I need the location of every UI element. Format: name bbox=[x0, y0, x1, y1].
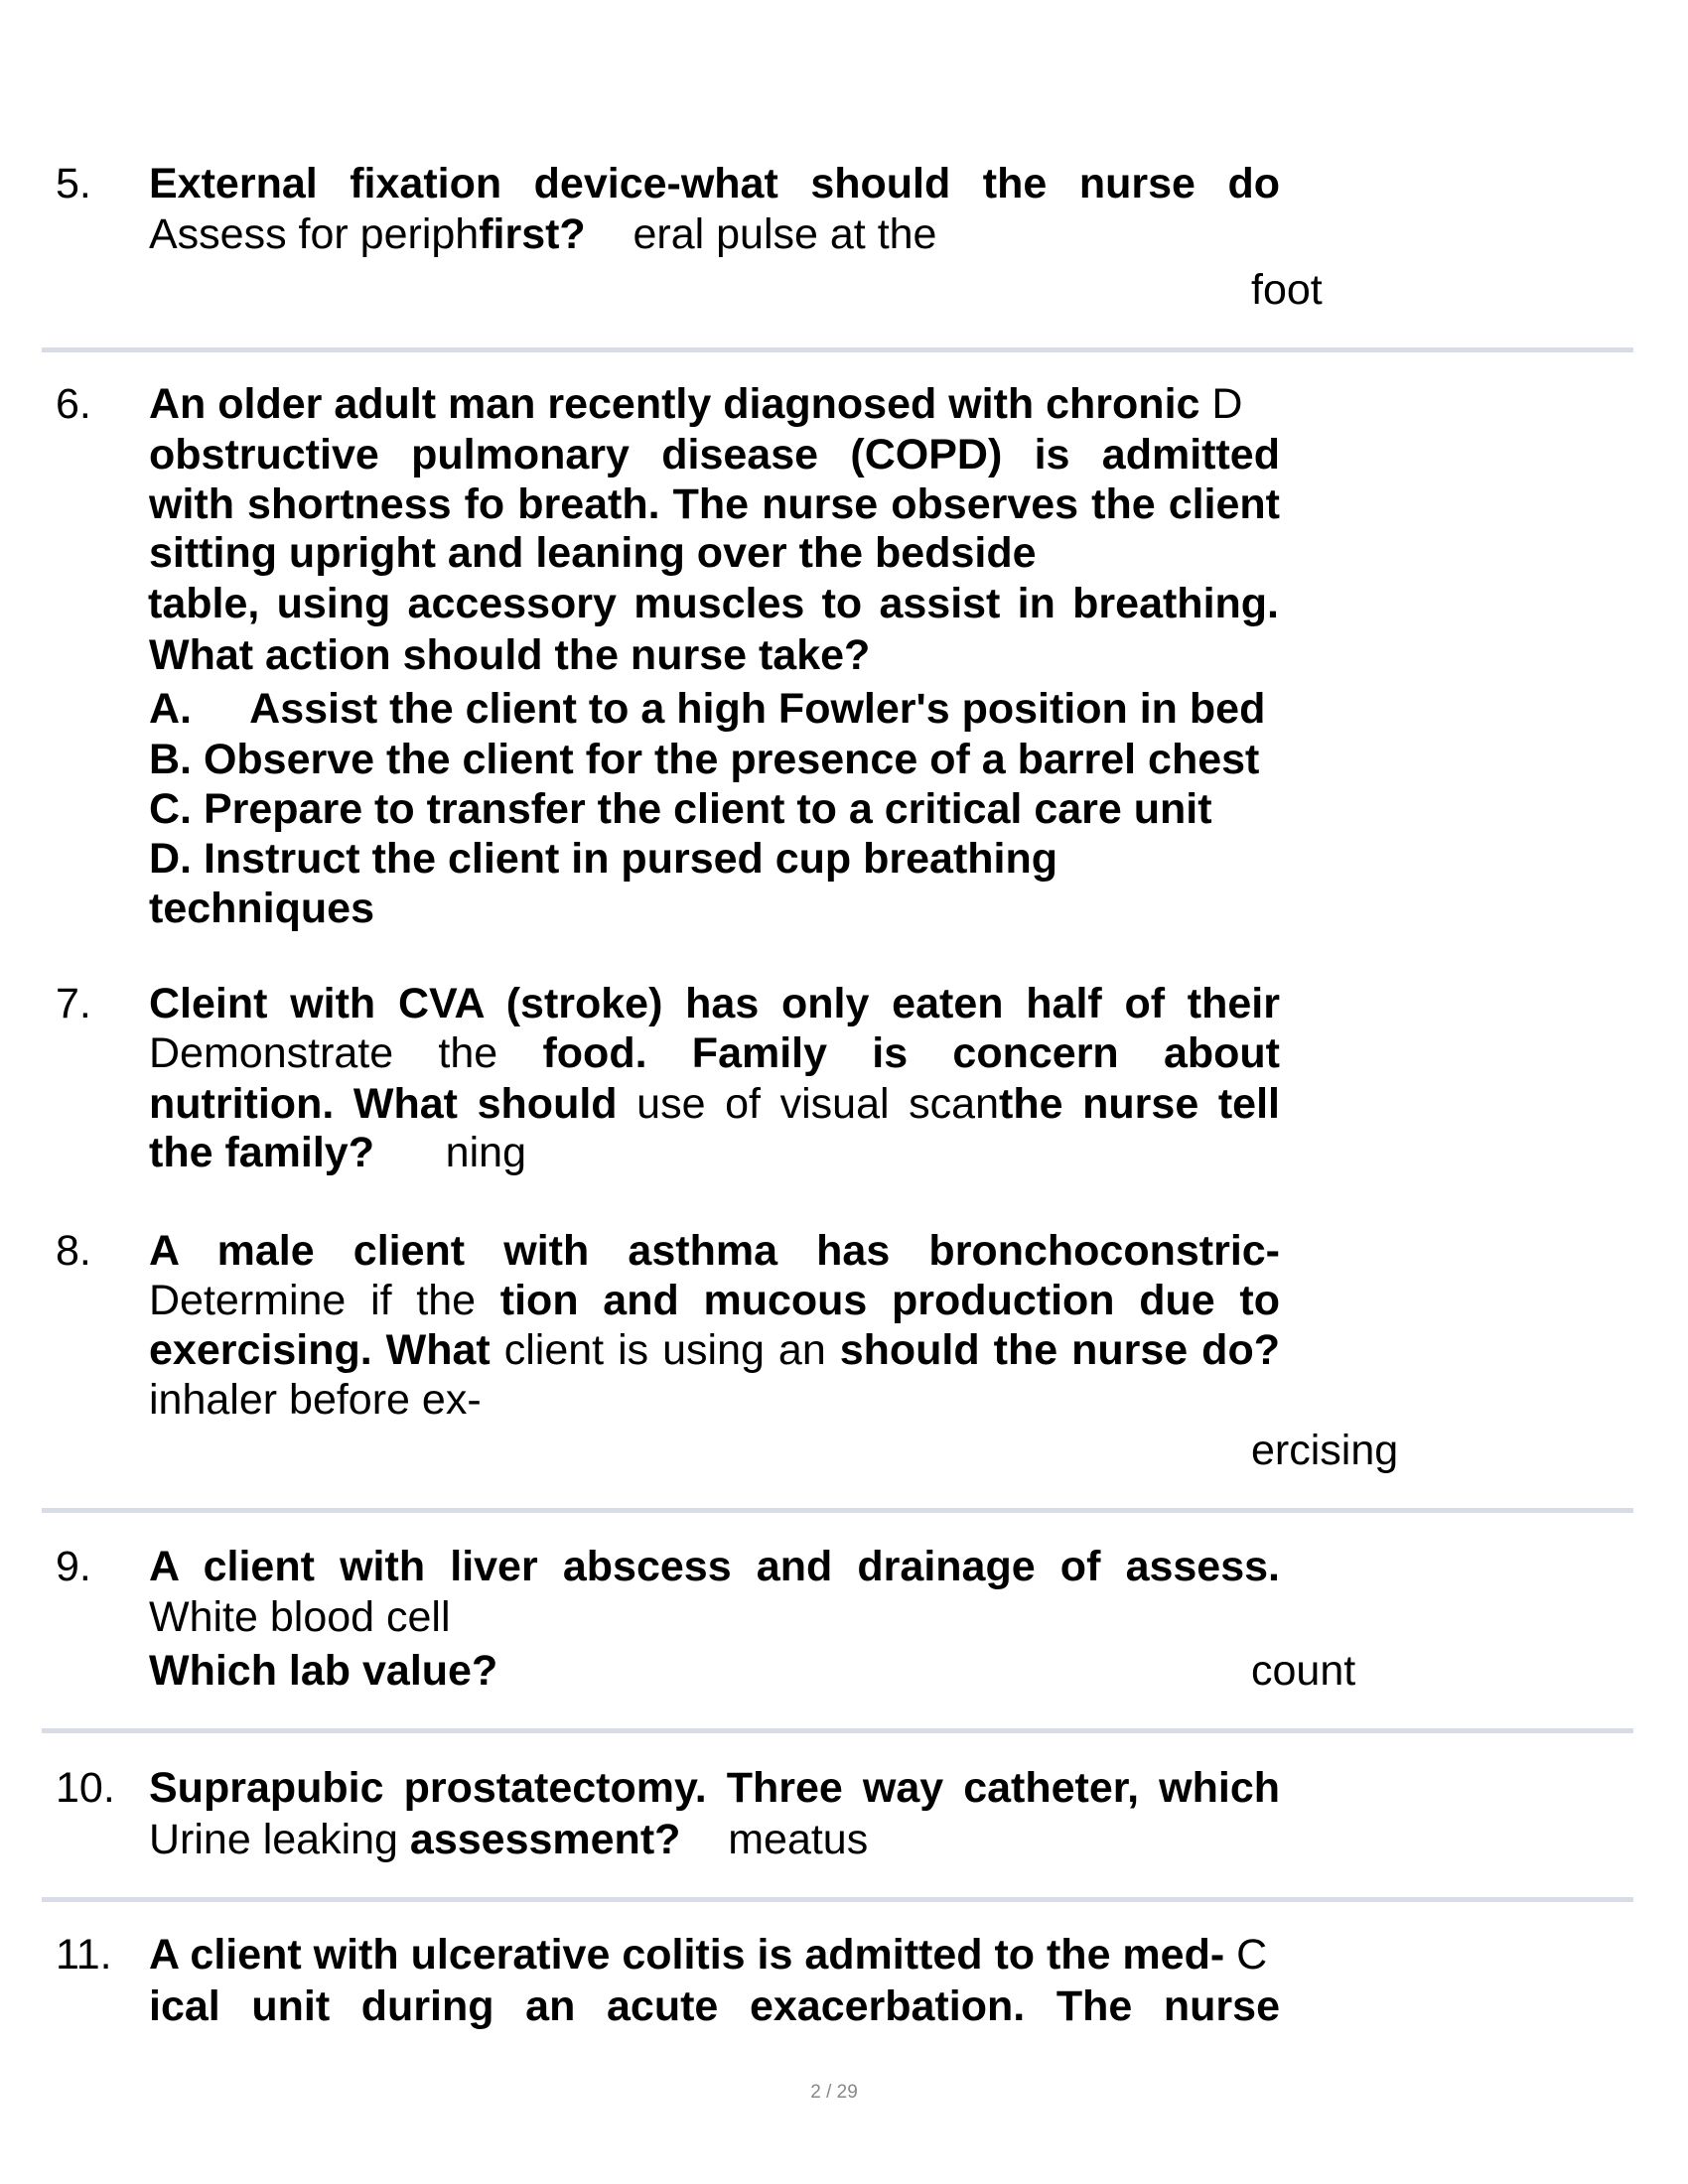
question-text: first? bbox=[479, 210, 586, 258]
question-line bbox=[149, 630, 1280, 680]
question-line bbox=[149, 834, 1280, 884]
question-line bbox=[149, 684, 1280, 734]
question-number: 7. bbox=[56, 980, 91, 1027]
answer-text: eral pulse at the bbox=[585, 210, 937, 258]
question-text: B. Observe the client for the presence of a barrel chest bbox=[149, 736, 1260, 783]
question-line bbox=[149, 1028, 1280, 1078]
question-text: Suprapubic prostatectomy. Three way catheter, which bbox=[149, 1764, 1280, 1812]
answer-text: Urine leaking bbox=[149, 1816, 410, 1863]
answer-text: ning bbox=[374, 1129, 526, 1176]
question-text: A client with ulcerative colitis is admitted to the med- bbox=[149, 1931, 1225, 1979]
answer-text: client is using an bbox=[503, 1326, 840, 1374]
question-text: assessment? bbox=[409, 1816, 681, 1863]
question-number: 8. bbox=[56, 1227, 91, 1275]
question-text: A. Assist the client to a high Fowler's position in bed bbox=[149, 685, 1266, 733]
question-line bbox=[149, 1276, 1280, 1325]
question-text: obstructive pulmonary disease (COPD) is admitted bbox=[149, 431, 1280, 478]
answer-text: D bbox=[1199, 380, 1243, 428]
answer-continuation: ercising bbox=[1251, 1427, 1399, 1474]
question-text: the nurse tell bbox=[999, 1080, 1280, 1128]
question-text: sitting upright and leaning over the bedside bbox=[149, 529, 1037, 577]
question-line bbox=[149, 979, 1280, 1028]
question-line bbox=[148, 579, 1279, 628]
question-text: What action should the nurse take? bbox=[149, 631, 871, 679]
question-text: A male client with asthma has bronchoconstric- bbox=[149, 1227, 1280, 1275]
question-line bbox=[149, 1542, 1280, 1591]
question-text: Cleint with CVA (stroke) has only eaten half of their bbox=[149, 980, 1280, 1027]
answer-text: use of visual scan bbox=[636, 1080, 1000, 1128]
question-number: 11. bbox=[56, 1931, 112, 1979]
question-text: External fixation device-what should the nurse do bbox=[149, 160, 1280, 207]
question-line bbox=[149, 1646, 1280, 1696]
question-line bbox=[149, 1325, 1280, 1375]
question-number: 9. bbox=[56, 1543, 91, 1590]
question-line bbox=[149, 735, 1280, 784]
question-line bbox=[149, 430, 1280, 479]
question-number: 5. bbox=[56, 160, 91, 207]
question-text: the family? bbox=[149, 1129, 374, 1176]
answer-text: White blood cell bbox=[149, 1593, 451, 1641]
question-line bbox=[149, 1930, 1280, 1979]
question-text: D. Instruct the client in pursed cup breathing bbox=[149, 835, 1058, 883]
answer-text: Determine if the bbox=[149, 1277, 500, 1324]
question-line bbox=[149, 1981, 1280, 2031]
question-text: An older adult man recently diagnosed with chronic bbox=[149, 380, 1200, 428]
section-divider bbox=[42, 1508, 1633, 1513]
question-line bbox=[149, 379, 1280, 429]
question-text: C. Prepare to transfer the client to a critical care unit bbox=[149, 785, 1212, 833]
question-line bbox=[149, 784, 1280, 834]
answer-continuation: foot bbox=[1251, 266, 1323, 314]
question-text: techniques bbox=[149, 885, 374, 932]
question-line bbox=[149, 209, 1280, 259]
question-number: 6. bbox=[56, 380, 91, 428]
question-line bbox=[149, 1128, 1280, 1177]
question-number: 10. bbox=[56, 1764, 115, 1812]
answer-text: Assess for periph bbox=[149, 210, 480, 258]
question-text: with shortness fo breath. The nurse observes the client bbox=[149, 480, 1280, 528]
question-line bbox=[149, 1079, 1280, 1129]
question-text: exercising. What bbox=[149, 1326, 504, 1374]
section-divider bbox=[42, 1897, 1633, 1902]
section-divider bbox=[42, 347, 1633, 352]
question-line bbox=[149, 479, 1280, 529]
question-line bbox=[149, 1375, 1280, 1425]
answer-continuation: count bbox=[1251, 1647, 1356, 1695]
question-line bbox=[149, 1592, 1280, 1642]
question-line bbox=[149, 1226, 1280, 1276]
section-divider bbox=[42, 1728, 1633, 1733]
question-text: nutrition. What should bbox=[149, 1080, 637, 1128]
question-line bbox=[149, 159, 1280, 208]
page-indicator: 2 / 29 bbox=[810, 2082, 858, 2103]
answer-text: C bbox=[1224, 1931, 1268, 1979]
question-text: food. Family is concern about bbox=[542, 1029, 1280, 1077]
question-text: tion and mucous production due to bbox=[499, 1277, 1281, 1324]
question-line bbox=[149, 1763, 1280, 1813]
answer-text: inhaler before ex- bbox=[149, 1376, 482, 1424]
question-text: should the nurse do? bbox=[839, 1326, 1280, 1374]
answer-text: meatus bbox=[680, 1816, 869, 1863]
question-line bbox=[149, 528, 1280, 578]
question-text: Which lab value? bbox=[149, 1647, 498, 1695]
question-text: table, using accessory muscles to assist in breathing. bbox=[148, 580, 1279, 627]
question-line bbox=[149, 1815, 1280, 1864]
question-text: ical unit during an acute exacerbation. The nurse bbox=[149, 1982, 1280, 2030]
question-text: A client with liver abscess and drainage of assess. bbox=[149, 1543, 1280, 1590]
question-line bbox=[149, 884, 1280, 933]
answer-text: Demonstrate the bbox=[149, 1029, 543, 1077]
